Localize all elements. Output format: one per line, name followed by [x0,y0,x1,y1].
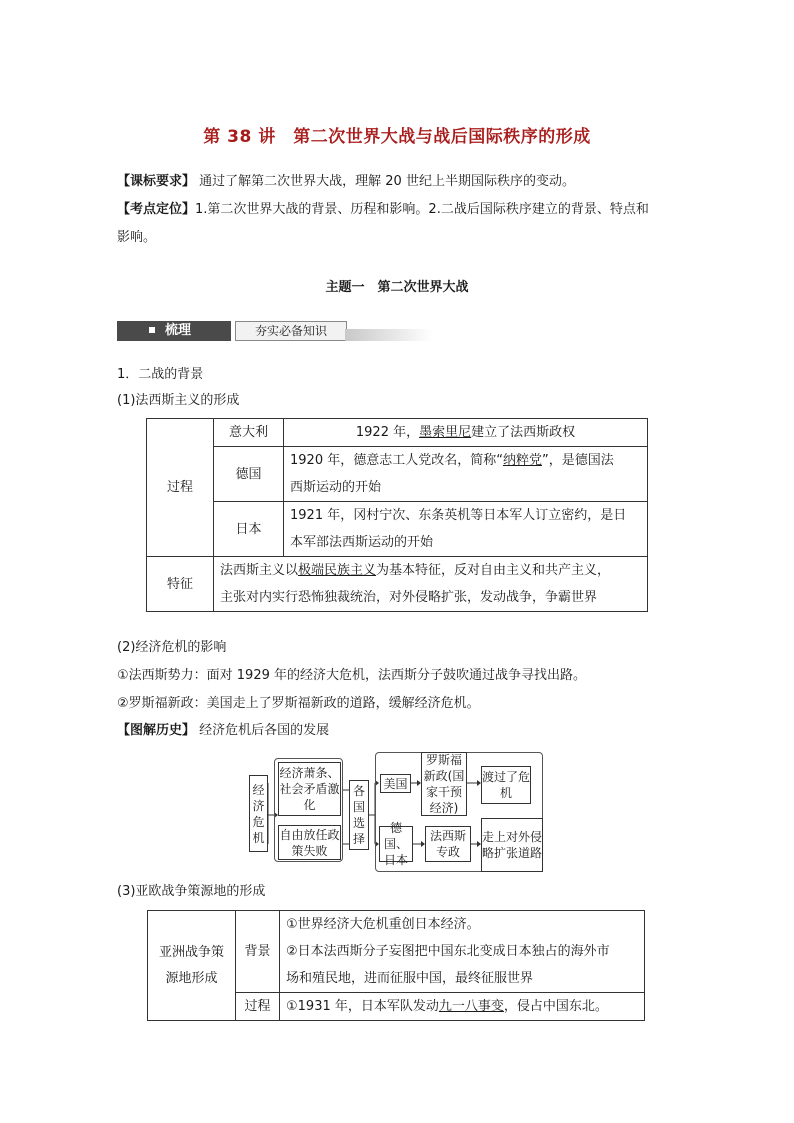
feature-desc [214,557,648,612]
country-japan: 日本 [214,502,284,557]
diagram-result2: 走上对外侵略扩张道路 [481,818,543,872]
table-row [147,557,648,612]
exam-points-label: 【考点定位】 [117,202,196,217]
germany-desc [284,447,648,502]
diagram-new-deal: 罗斯福新政(国家干预经济) [421,752,467,816]
tag-fade-decoration [345,329,433,341]
diagram-fascist: 法西斯专政 [425,826,471,862]
japan-desc [284,502,648,557]
tag-dark [117,321,231,341]
diagram-germany-japan: 德国、日本 [379,826,413,862]
requirements-label: 【课标要求】 [117,174,196,189]
feature-pre: 法西斯主义以 [220,563,299,578]
feature-line2: 主张对内实行恐怖独裁统治，对外侵略扩张，发动战争，争霸世界 [220,590,598,605]
page-title: 第 38 讲 第二次世界大战与战后国际秩序的形成 [203,127,591,147]
process-label: 过程 [147,419,214,557]
process-desc [280,993,645,1021]
square-icon [149,327,155,333]
tag-dark-label: 梳理 [165,323,192,338]
war-source-table [147,910,645,1021]
table-row [148,911,645,993]
background-2-line1: ②日本法西斯分子妄图把中国东北变成日本独占的海外市 [286,944,610,959]
germany-post: ”，是德国法 [541,453,614,468]
diagram-choice: 各国选择 [349,780,369,850]
exam-points [117,196,687,252]
exam-points-text-2: 影响。 [117,230,157,245]
diagram-cause2: 自由放任政策失败 [278,825,341,860]
requirements-text: 通过了解第二次世界大战，理解 20 世纪上半期国际秩序的变动。 [199,174,575,189]
exam-points-text-1: 1.第二次世界大战的背景、历程和影响。2.二战后国际秩序建立的背景、特点和 [195,202,649,217]
table-row [147,447,648,502]
country-germany: 德国 [214,447,284,502]
japan-line1: 1921 年，冈村宁次、东条英机等日本军人订立密约，是日 [290,508,627,523]
germany-line2: 西斯运动的开始 [290,480,382,495]
diagram-result1: 渡过了危机 [481,766,531,804]
heading-fascism: (1)法西斯主义的形成 [117,393,240,408]
background-desc [280,911,645,993]
section-tag-bar [117,321,433,343]
heading-background: 1．二战的背景 [117,367,204,382]
germany-pre: 1920 年，德意志工人党改名，简称“ [290,453,503,468]
italy-desc [284,419,648,447]
background-2-line2: 场和殖民地，进而征服中国，最终征服世界 [286,971,534,986]
diagram-intro-text: 经济危机后各国的发展 [199,723,330,738]
process-underlined: 九一八事变 [438,999,504,1014]
process-pre: ①1931 年，日本军队发动 [286,999,439,1014]
diagram-cause-group [274,758,343,862]
background-1: ①世界经济大危机重创日本经济。 [286,917,480,932]
table-row [147,502,648,557]
diagram-outcome-group [375,752,543,872]
table-row [147,419,648,447]
heading-crisis: (2)经济危机的影响 [117,640,227,655]
italy-post: 建立了法西斯政权 [471,425,576,440]
feature-label: 特征 [147,557,214,612]
heading-war-source: (3)亚欧战争策源地的形成 [117,884,266,899]
asia-war-source-text: 亚洲战争策源地形成 [158,944,224,986]
italy-underlined: 墨索里尼 [419,425,472,440]
diagram-cause1: 经济萧条、社会矛盾激化 [278,762,341,816]
fascism-table [146,418,648,612]
japan-line2: 本军部法西斯运动的开始 [290,535,434,550]
asia-war-source-label [148,911,236,1021]
diagram-intro [117,717,329,745]
background-label: 背景 [236,911,280,993]
diagram-crisis: 经济危机 [249,775,268,852]
crisis-fascist: ①法西斯势力：面对 1929 年的经济大危机，法西斯分子鼓吹通过战争寻找出路。 [117,668,587,683]
crisis-new-deal: ②罗斯福新政：美国走上了罗斯福新政的道路，缓解经济危机。 [117,696,480,711]
germany-underlined: 纳粹党 [502,453,542,468]
process-label-2: 过程 [236,993,280,1021]
diagram-usa: 美国 [380,774,411,793]
italy-pre: 1922 年， [355,425,420,440]
feature-post: 为基本特征，反对自由主义和共产主义， [376,563,611,578]
diagram-intro-label: 【图解历史】 [117,723,196,738]
country-italy: 意大利 [214,419,284,447]
curriculum-requirements [117,168,575,196]
process-post: ，侵占中国东北。 [503,999,608,1014]
feature-underlined: 极端民族主义 [298,563,377,578]
section-title: 主题一 第二次世界大战 [325,280,469,295]
tag-light: 夯实必备知识 [235,321,347,341]
